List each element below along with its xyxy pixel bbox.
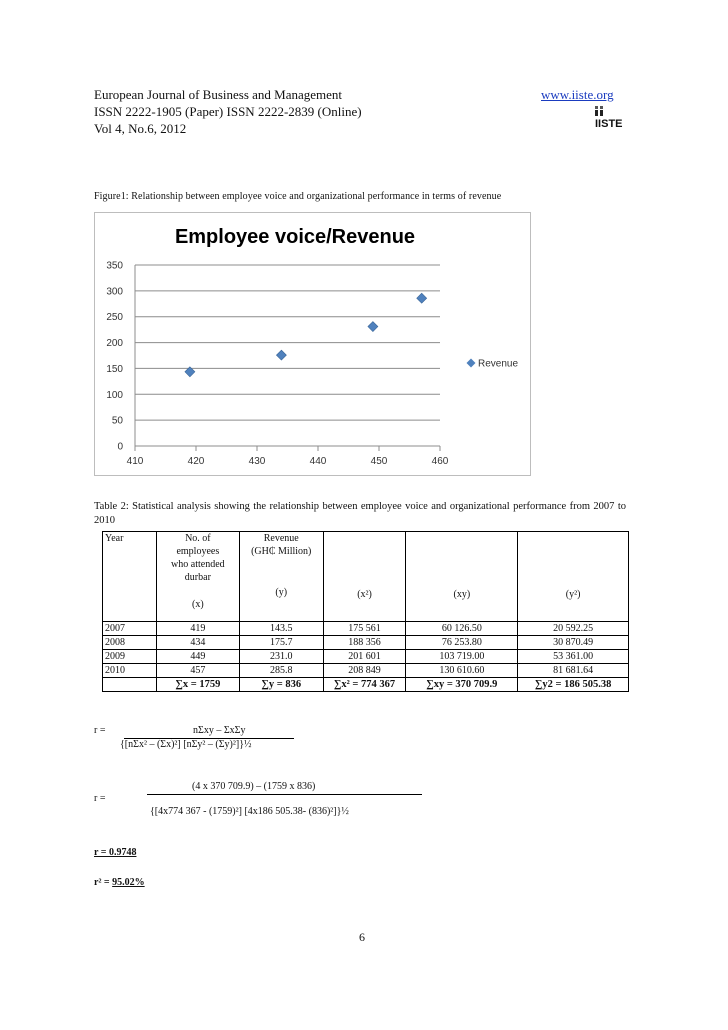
r-result: r = 0.9748 xyxy=(94,847,137,858)
header-x2: (x²) xyxy=(323,532,406,622)
legend-label: Revenue xyxy=(478,358,519,370)
x-tick-label: 420 xyxy=(187,456,205,467)
svg-text:IISTE: IISTE xyxy=(595,118,623,128)
r2-result: r² = 95.02% xyxy=(94,877,145,888)
x-tick-label: 430 xyxy=(248,456,266,467)
formula2-numerator: (4 x 370 709.9) – (1759 x 836) xyxy=(192,781,316,792)
cell-year: 2009 xyxy=(103,650,157,664)
cell-year: 2008 xyxy=(103,636,157,650)
chart-frame xyxy=(94,212,531,476)
cell-y: 231.0 xyxy=(239,650,323,664)
cell-xy: 103 719.00 xyxy=(406,650,518,664)
y-tick-label: 150 xyxy=(106,363,123,375)
cell-y2: 53 361.00 xyxy=(518,650,629,664)
cell-y: 175.7 xyxy=(239,636,323,650)
header-revenue: Revenue (GH₵ Million) (y) xyxy=(239,532,323,622)
y-tick-label: 0 xyxy=(117,441,123,453)
cell-x2: 175 561 xyxy=(323,622,406,636)
formula2-fraction-bar xyxy=(147,794,422,795)
table-row xyxy=(103,622,629,636)
table-row xyxy=(103,636,629,650)
cell-year: 2010 xyxy=(103,664,157,678)
cell-y2: 20 592.25 xyxy=(518,622,629,636)
cell-year: 2007 xyxy=(103,622,157,636)
cell-xy: 130 610.60 xyxy=(406,664,518,678)
cell-xy: 60 126.50 xyxy=(406,622,518,636)
y-tick-label: 50 xyxy=(111,415,123,427)
chart-title: Employee voice/Revenue xyxy=(174,226,416,248)
cell-xy: 76 253.80 xyxy=(406,636,518,650)
sum-y2: ∑y2 = 186 505.38 xyxy=(518,678,629,692)
sum-x: ∑x = 1759 xyxy=(156,678,239,692)
formula1-r-label: r = xyxy=(94,725,106,736)
cell-y2: 30 870.49 xyxy=(518,636,629,650)
cell-x: 434 xyxy=(156,636,239,650)
formula2-denominator: {[4x774 367 - (1759)²] [4x186 505.38- (836)²]}½ xyxy=(150,806,349,817)
formula2-r-label: r = xyxy=(94,793,106,804)
statistics-table xyxy=(102,531,629,692)
journal-url-link[interactable]: www.iiste.org xyxy=(541,87,614,102)
y-tick-label: 100 xyxy=(106,389,123,401)
cell-x2: 208 849 xyxy=(323,664,406,678)
cell-y: 143.5 xyxy=(239,622,323,636)
scatter-chart xyxy=(95,213,530,475)
y-tick-label: 200 xyxy=(106,338,123,350)
header-year: Year xyxy=(103,532,157,622)
header-y2: (y²) xyxy=(518,532,629,622)
sum-empty xyxy=(103,678,157,692)
y-tick-label: 300 xyxy=(106,286,123,298)
x-tick-label: 460 xyxy=(431,456,449,467)
table-row xyxy=(103,650,629,664)
iiste-logo xyxy=(594,106,626,128)
volume-line: Vol 4, No.6, 2012 xyxy=(94,121,187,136)
sum-y: ∑y = 836 xyxy=(239,678,323,692)
formula1-denominator: {[nΣx² – (Σx)²] [nΣy² – (Σy)²]}½ xyxy=(120,739,252,750)
data-point-449 xyxy=(368,322,378,332)
table-sum-row xyxy=(103,678,629,692)
data-point-457 xyxy=(417,293,427,303)
cell-y: 285.8 xyxy=(239,664,323,678)
cell-y2: 81 681.64 xyxy=(518,664,629,678)
data-point-434 xyxy=(276,350,286,360)
cell-x: 419 xyxy=(156,622,239,636)
header-xy: (xy) xyxy=(406,532,518,622)
cell-x2: 188 356 xyxy=(323,636,406,650)
journal-title: European Journal of Business and Management xyxy=(94,87,343,102)
y-tick-label: 350 xyxy=(106,260,123,272)
table-header-row xyxy=(103,532,629,622)
x-tick-label: 440 xyxy=(309,456,327,467)
x-tick-label: 410 xyxy=(126,456,144,467)
table-row xyxy=(103,664,629,678)
issn-line: ISSN 2222-1905 (Paper) ISSN 2222-2839 (Online) xyxy=(94,104,362,119)
cell-x: 449 xyxy=(156,650,239,664)
figure-caption: Figure1: Relationship between employee voice and organizational performance in terms of revenue xyxy=(94,191,502,202)
sum-xy: ∑xy = 370 709.9 xyxy=(406,678,518,692)
sum-x2: ∑x² = 774 367 xyxy=(323,678,406,692)
legend-marker xyxy=(467,359,476,368)
cell-x: 457 xyxy=(156,664,239,678)
cell-x2: 201 601 xyxy=(323,650,406,664)
page-number: 6 xyxy=(359,930,365,944)
formula1-numerator: nΣxy – ΣxΣy xyxy=(193,725,246,736)
header-employees: No. of employees who attended durbar (x) xyxy=(156,532,239,622)
y-tick-label: 250 xyxy=(106,312,123,324)
x-tick-label: 450 xyxy=(370,456,388,467)
table-caption: Table 2: Statistical analysis showing the relationship between employee voice and organizational performance from 2007 to 2010 xyxy=(94,501,626,526)
